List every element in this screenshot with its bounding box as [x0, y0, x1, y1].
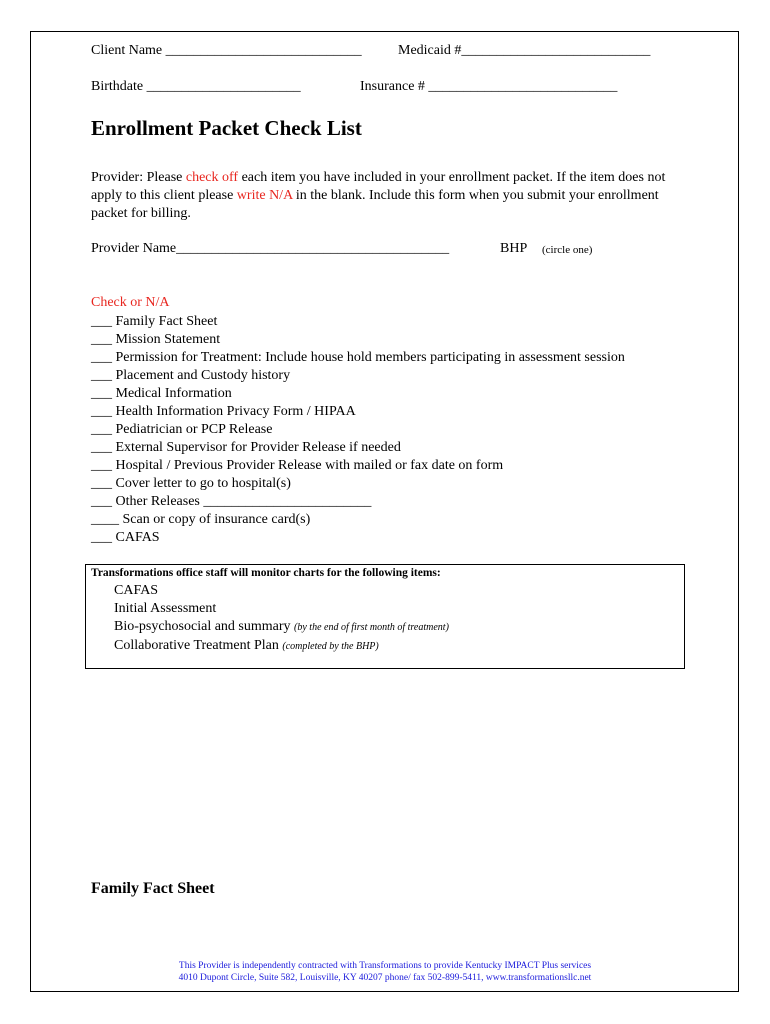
monitor-item	[114, 600, 449, 618]
monitor-item-note: (by the end of first month of treatment)	[294, 622, 449, 633]
instructions-text-1: Provider: Please	[91, 170, 186, 185]
checklist-item[interactable]: ____ Scan or copy of insurance card(s)	[91, 512, 311, 527]
footer-line-2: 4010 Dupont Circle, Suite 582, Louisville, KY 40207 phone/ fax 502-899-5411, www.transformationsllc.net	[178, 973, 592, 983]
checklist-item[interactable]: ___ Hospital / Previous Provider Release with mailed or fax date on form	[91, 458, 504, 473]
monitor-item-text: Bio-psychosocial and summary	[114, 619, 295, 634]
instructions-paragraph	[91, 169, 676, 223]
checklist	[91, 313, 625, 547]
checklist-heading: Check or N/A	[91, 295, 170, 310]
check-off-text: check off	[185, 170, 239, 185]
checklist-item[interactable]: ___ Health Information Privacy Form / HIPAA	[91, 404, 356, 419]
medicaid-field[interactable]: Medicaid #___________________________	[398, 43, 651, 58]
monitor-item	[114, 618, 449, 637]
page-title: Enrollment Packet Check List	[91, 116, 362, 140]
checklist-item[interactable]: ___ Other Releases ________________________	[91, 494, 372, 509]
footer-line-1: This Provider is independently contracted with Transformations to provide Kentucky IMPACT Plus services	[178, 961, 592, 971]
write-na-text: write N/A	[236, 188, 293, 203]
instructions-text-3: in the blank. Include this form when you submit your enrollment packet for billing.	[91, 188, 659, 221]
monitor-item-text: Initial Assessment	[114, 601, 217, 616]
checklist-item[interactable]: ___ Cover letter to go to hospital(s)	[91, 476, 291, 491]
circle-one-note: (circle one)	[542, 244, 593, 256]
checklist-item[interactable]: ___ Placement and Custody history	[91, 368, 291, 383]
checklist-item[interactable]: ___ Family Fact Sheet	[91, 314, 218, 329]
checklist-item[interactable]: ___ Pediatrician or PCP Release	[91, 422, 273, 437]
checklist-item[interactable]: ___ Mission Statement	[91, 332, 221, 347]
monitor-item-note: (completed by the BHP)	[282, 641, 379, 652]
monitor-item-text: Collaborative Treatment Plan	[114, 638, 283, 653]
monitor-box-heading: Transformations office staff will monitor charts for the following items:	[91, 567, 441, 579]
client-name-field[interactable]: Client Name ____________________________	[91, 43, 362, 58]
birthdate-field[interactable]: Birthdate ______________________	[91, 79, 301, 94]
monitor-item-text: CAFAS	[114, 583, 159, 598]
insurance-field[interactable]: Insurance # ___________________________	[360, 79, 618, 94]
family-fact-sheet-heading: Family Fact Sheet	[91, 880, 215, 897]
checklist-item[interactable]: ___ External Supervisor for Provider Release if needed	[91, 440, 401, 455]
checklist-item[interactable]: ___ Permission for Treatment: Include house hold members participating in assessment session	[91, 350, 625, 365]
checklist-item[interactable]: ___ Medical Information	[91, 386, 232, 401]
bhp-label: BHP	[500, 241, 528, 256]
monitor-item	[114, 582, 449, 600]
monitor-item	[114, 637, 449, 656]
staff-monitor-box	[85, 564, 685, 669]
checklist-item[interactable]: ___ CAFAS	[91, 530, 160, 545]
instructions-text-2: each item you have included in your enrollment packet. If the item does not apply to this client please	[91, 170, 666, 203]
provider-name-field[interactable]: Provider Name_______________________________________	[91, 241, 450, 256]
monitor-list	[114, 582, 449, 656]
